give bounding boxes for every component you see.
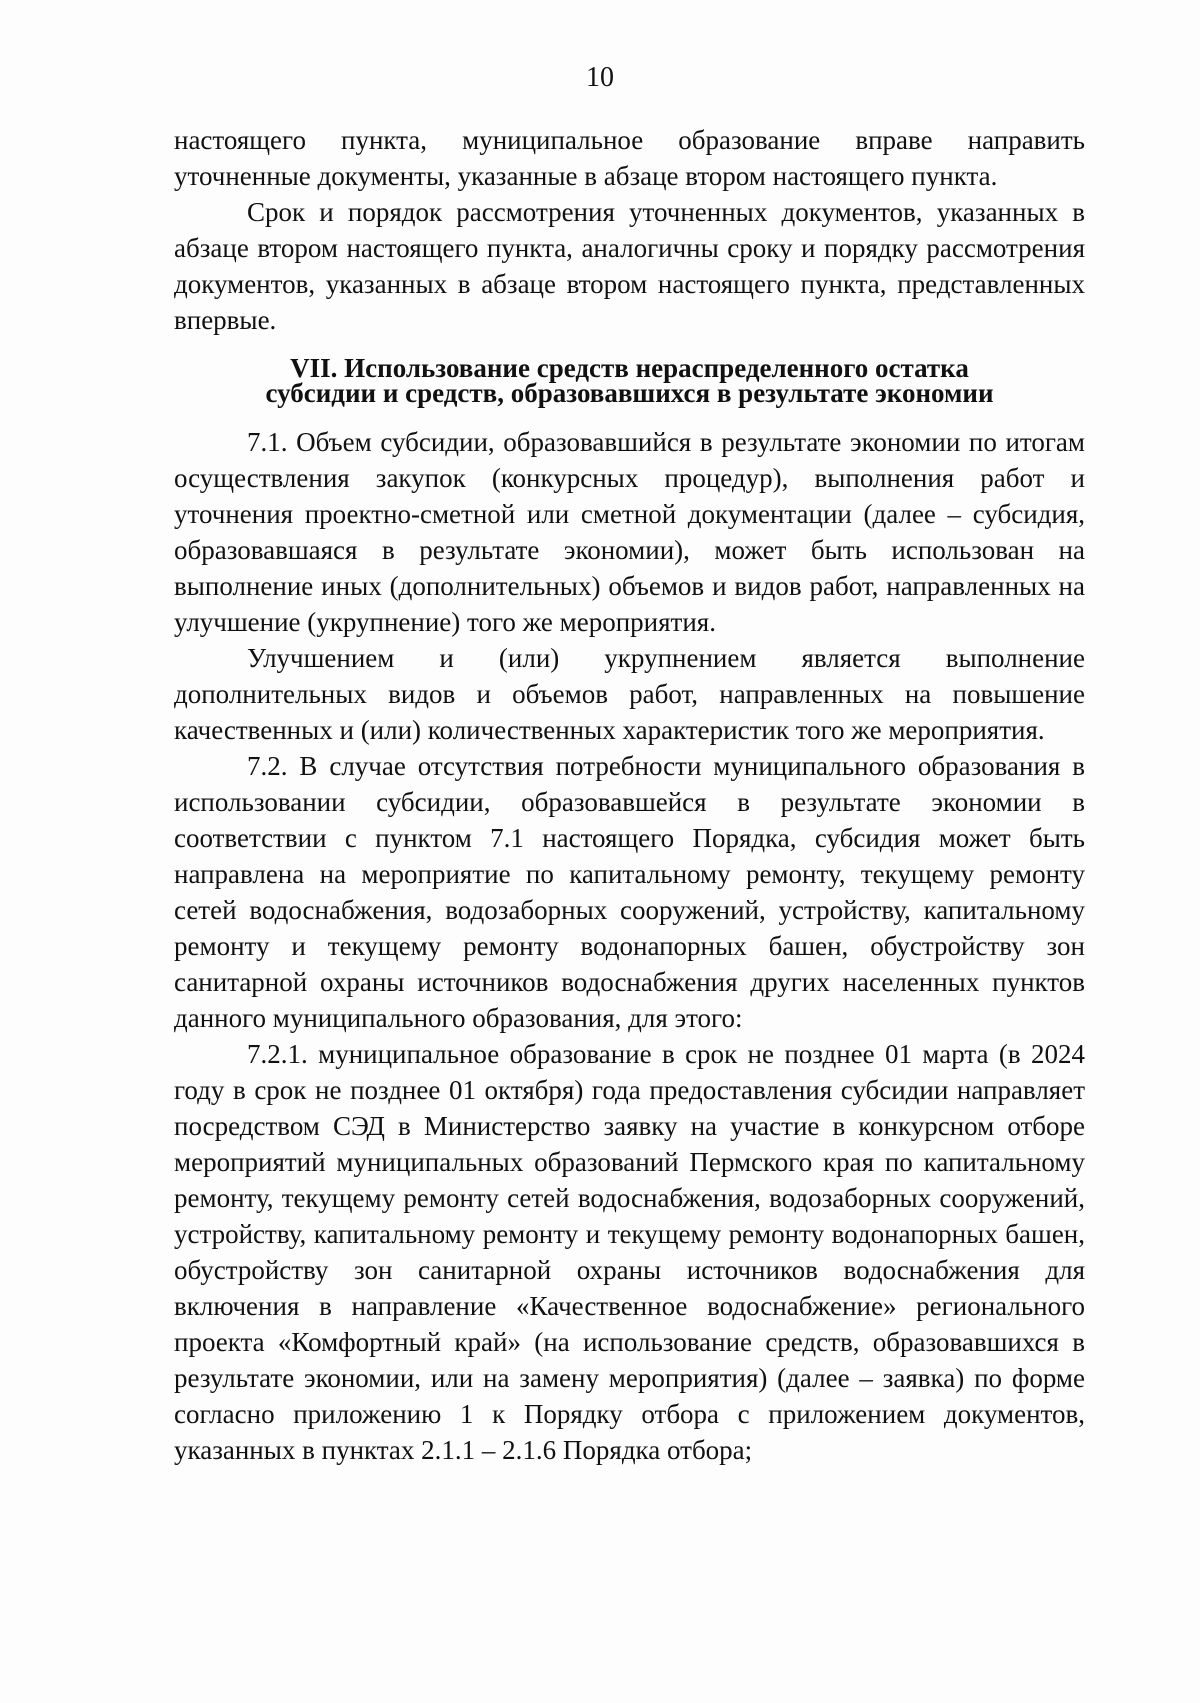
paragraph: 7.1. Объем субсидии, образовавшийся в результате экономии по итогам осуществления закупок (конкурсных процедур), выполнения работ и уточнения проектно-сметной или сметной документации (далее – субсидия, образовавшаяся в результате экономии), может быть использован на выполнение иных (дополнительных) объемов и видов работ, направленных на улучшение (укрупнение) того же мероприятия. xyxy=(174,427,1085,637)
page-number: 10 xyxy=(586,62,614,93)
section-heading xyxy=(174,353,1085,408)
paragraph: Улучшением и (или) укрупнением является выполнение дополнительных видов и объемов работ, направленных на повышение качественных и (или) количественных характеристик того же мероприятия. xyxy=(174,643,1085,745)
paragraph: настоящего пункта, муниципальное образование вправе направить уточненные документы, указанные в абзаце втором настоящего пункта. xyxy=(174,125,1085,191)
paragraph: 7.2.1. муниципальное образование в срок не позднее 01 марта (в 2024 году в срок не позднее 01 октября) года предоставления субсидии направляет посредством СЭД в Министерство заявку на участие в конкурсном отборе мероприятий муниципальных образований Пермского края по капитальному ремонту, текущему ремонту сетей водоснабжения, водозаборных сооружений, устройству, капитальному ремонту и текущему ремонту водонапорных башен, обустройству зон санитарной охраны источников водоснабжения для включения в направление «Качественное водоснабжение» регионального проекта «Комфортный край» (на использование средств, образовавшихся в результате экономии, или на замену мероприятия) (далее – заявка) по форме согласно приложению 1 к Порядку отбора с приложением документов, указанных в пунктах 2.1.1 – 2.1.6 Порядка отбора; xyxy=(174,1039,1085,1465)
section-heading-line: VII. Использование средств нераспределенного остатка xyxy=(290,353,969,383)
section-heading-line: субсидии и средств, образовавшихся в результате экономии xyxy=(265,378,994,408)
document-body xyxy=(174,122,1085,1468)
paragraph: 7.2. В случае отсутствия потребности муниципального образования в использовании субсидии, образовавшейся в результате экономии в соответствии с пунктом 7.1 настоящего Порядка, субсидия может быть направлена на мероприятие по капитальному ремонту, текущему ремонту сетей водоснабжения, водозаборных сооружений, устройству, капитальному ремонту и текущему ремонту водонапорных башен, обустройству зон санитарной охраны источников водоснабжения других населенных пунктов данного муниципального образования, для этого: xyxy=(174,751,1085,1033)
paragraph: Срок и порядок рассмотрения уточненных документов, указанных в абзаце втором настоящего пункта, аналогичны сроку и порядку рассмотрения документов, указанных в абзаце втором настоящего пункта, представленных впервые. xyxy=(174,197,1085,335)
